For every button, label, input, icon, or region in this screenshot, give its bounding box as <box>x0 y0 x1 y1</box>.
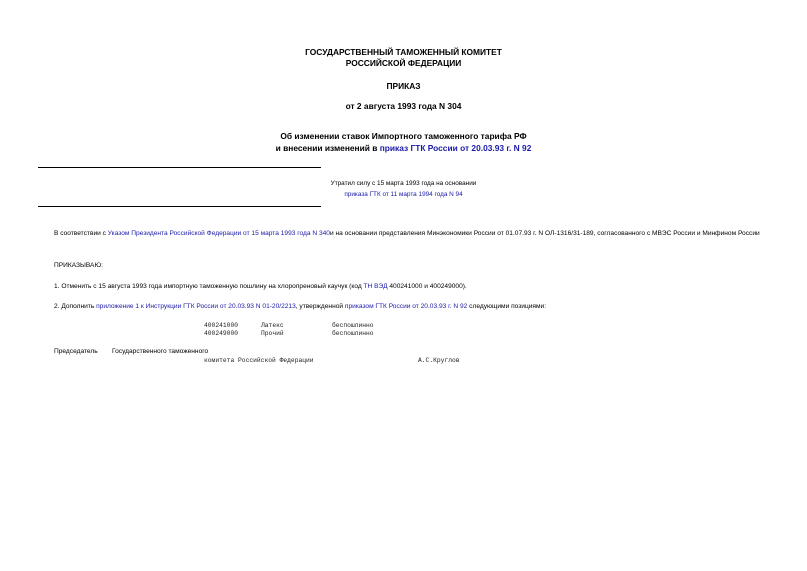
item-1-prefix: 1. Отменить с 15 августа 1993 года импортную таможенную пошлину на хлоропреновый каучук (код <box>54 283 364 290</box>
position-name: Прочий <box>261 330 284 337</box>
item-2-mid: , утвержденной <box>295 303 345 310</box>
position-rate: беспошлинно <box>332 330 374 337</box>
signature-role-prefix: Председатель <box>54 348 98 355</box>
signature-role-line1: Государственного таможенного <box>112 348 209 355</box>
doc-title-line2-text: и внесении изменений в <box>275 143 380 153</box>
item-1-rest: 400241000 и 400249000). <box>387 283 467 290</box>
signature-name: А.С.Круглов <box>418 357 460 364</box>
appendix-1-link[interactable]: приложение 1 к Инструкции ГТК России от 20.03.93 N 01-20/2213 <box>96 303 296 310</box>
status-link-row <box>0 191 807 198</box>
order-92-link-2[interactable]: приказом ГТК России от 20.03.93 г. N 92 <box>344 303 468 310</box>
order-94-link[interactable]: приказа ГТК от 11 марта 1994 года N 94 <box>344 191 463 198</box>
position-code: 400241000 <box>204 322 239 329</box>
decree-340-link[interactable]: Указом Президента Российской Федерации от 15 марта 1993 года N 340 <box>107 230 330 237</box>
divider-top <box>38 167 321 168</box>
position-name: Латекс <box>261 322 284 329</box>
status-text: Утратил силу с 15 марта 1993 года на основании <box>330 180 477 187</box>
doc-title-line1: Об изменении ставок Импортного таможенного тарифа РФ <box>280 131 527 141</box>
tn-ved-link[interactable]: ТН ВЭД <box>363 283 388 290</box>
doc-title-line2 <box>0 143 807 153</box>
item-2-rest: следующими позициями: <box>467 303 547 310</box>
item-1 <box>54 282 794 292</box>
org-name-line1: ГОСУДАРСТВЕННЫЙ ТАМОЖЕННЫЙ КОМИТЕТ <box>305 47 502 57</box>
item-2 <box>54 302 794 312</box>
preamble-prefix: В соответствии с <box>54 230 108 237</box>
signature-role-line2: комитета Российской Федерации <box>204 357 314 364</box>
preamble-paragraph <box>38 229 778 239</box>
divider-bottom <box>38 206 321 207</box>
position-code: 400249000 <box>204 330 239 337</box>
doc-date-number: от 2 августа 1993 года N 304 <box>345 101 462 111</box>
order-92-link[interactable]: приказ ГТК России от 20.03.93 г. N 92 <box>379 143 532 153</box>
preamble-rest: и на основании представления Минэкономики России от 01.07.93 г. N ОЛ-1316/31-189, согласованного с МВЭС России и Минфином России <box>329 230 760 237</box>
position-rate: беспошлинно <box>332 322 374 329</box>
item-2-prefix: 2. Дополнить <box>54 303 97 310</box>
org-name-line2: РОССИЙСКОЙ ФЕДЕРАЦИИ <box>345 58 462 68</box>
prikazyvayu-label: ПРИКАЗЫВАЮ: <box>54 262 103 269</box>
doc-type: ПРИКАЗ <box>386 81 421 91</box>
